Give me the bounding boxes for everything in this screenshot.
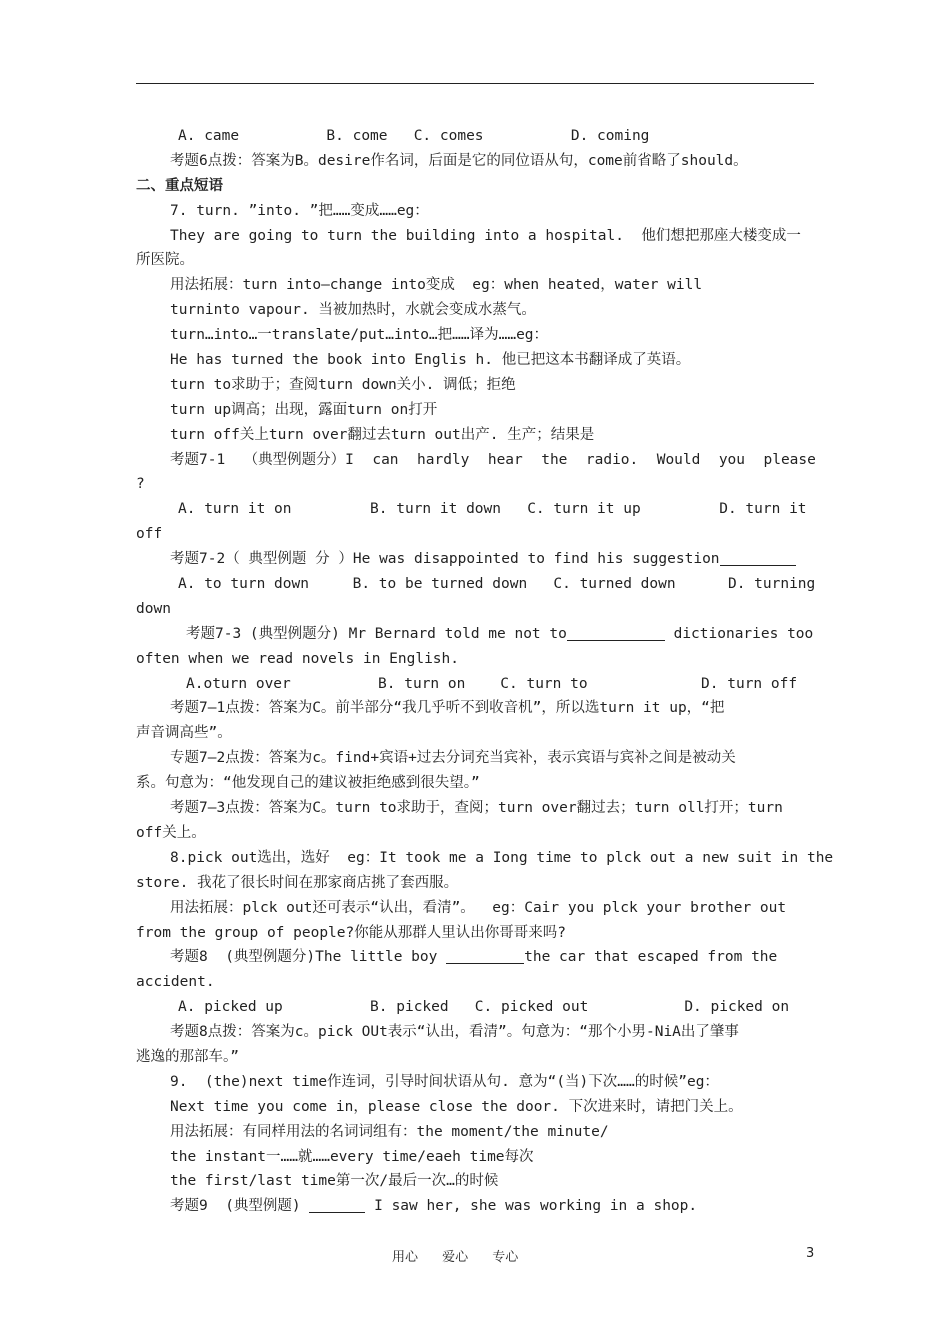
text-line — [136, 398, 816, 423]
text-line — [136, 871, 816, 896]
text-line — [136, 696, 816, 721]
header-rule — [136, 83, 814, 84]
word: radio. — [585, 451, 639, 468]
line-text-after-blank: dictionaries too — [664, 625, 814, 642]
text-line — [136, 248, 816, 273]
line-text: turn…into…一translate/put…into…把……译为……eg： — [170, 327, 549, 344]
word: you — [718, 451, 746, 468]
text-line — [136, 921, 816, 946]
line-text: 考题7-3 (典型例题分) Mr Bernard told me not to — [186, 625, 567, 642]
text-line — [136, 298, 816, 323]
word: （典型例题分）I — [243, 451, 354, 468]
answer-blank[interactable] — [567, 624, 665, 641]
line-text: 考题7—1点拨：答案为C。前半部分“我几乎听不到收音机”，所以选turn it up，“把 — [170, 700, 725, 717]
line-text: down — [136, 600, 171, 617]
line-text-after-blank: the car that escaped from the — [524, 949, 778, 966]
text-line — [136, 1145, 816, 1170]
line-text: 考题7-2（ 典型例题 分 ）He was disappointed to find his suggestion — [170, 551, 720, 568]
text-line — [136, 896, 816, 921]
line-text: 考题8点拨：答案为c。pick OUt表示“认出，看清”。句意为：“那个小男-NiA出了肇事 — [170, 1024, 739, 1041]
text-line — [136, 348, 816, 373]
page-number: 3 — [806, 1246, 815, 1261]
line-text: 逃逸的那部车。” — [136, 1048, 239, 1065]
word: 考题7-1 — [170, 451, 226, 468]
line-text: often when we read novels in English. — [136, 650, 460, 667]
text-line — [136, 1020, 816, 1045]
text-line — [136, 1194, 816, 1219]
line-text: 7. turn. ”into. ”把……变成……eg： — [170, 202, 429, 219]
text-line — [136, 199, 816, 224]
word: the — [541, 451, 568, 468]
word: Would — [656, 451, 701, 468]
line-text: Next time you come in，please close the door. 下次进来时，请把门关上。 — [170, 1098, 743, 1115]
text-line — [136, 796, 816, 821]
text-line — [136, 746, 816, 771]
section-heading — [136, 174, 816, 199]
line-text: the first/last time第一次/最后一次…的时候 — [170, 1173, 499, 1190]
text-line — [136, 1045, 816, 1070]
line-text: 用法拓展：有同样用法的名词词组有：the moment/the minute/ — [170, 1123, 609, 1140]
text-line — [136, 970, 816, 995]
line-text: A. to turn down B. to be turned down C. turned down D. turning — [178, 576, 816, 593]
page-body — [136, 124, 834, 1219]
footer-motto: 用心 爱心 专心 — [392, 1250, 519, 1265]
word: can — [372, 451, 399, 468]
line-text: A.oturn over B. turn on C. turn to D. turn off — [186, 675, 798, 692]
line-text: 考题6点拨：答案为B。desire作名词，后面是它的同位语从句，come前省略了should。 — [170, 152, 748, 169]
text-line — [136, 622, 816, 647]
text-line — [136, 149, 816, 174]
line-text: 系。句意为：“他发现自己的建议被拒绝感到很失望。” — [136, 775, 480, 792]
line-text: from the group of people?你能从那群人里认出你哥哥来吗? — [136, 924, 566, 941]
line-text: turn to求助于；查阅turn down关小. 调低；拒绝 — [170, 376, 516, 393]
line-text: They are going to turn the building into a hospital. 他们想把那座大楼变成一 — [170, 227, 801, 244]
text-line — [136, 995, 816, 1020]
text-line — [136, 821, 816, 846]
line-text: 用法拓展：turn into—change into变成 eg：when heated，water will — [170, 277, 703, 294]
text-line — [136, 1169, 816, 1194]
text-line — [136, 771, 816, 796]
line-text: turn off关上turn over翻过去turn out出产. 生产；结果是 — [170, 426, 595, 443]
answer-blank[interactable] — [720, 549, 796, 566]
line-text: A. came B. come C. comes D. coming — [178, 128, 650, 144]
text-line — [136, 672, 816, 697]
line-text: accident. — [136, 974, 215, 991]
line-text: He has turned the book into Englis h. 他已把这本书翻译成了英语。 — [170, 352, 691, 369]
text-line — [136, 448, 816, 473]
word: hear — [487, 451, 523, 468]
text-line — [136, 647, 816, 672]
answer-blank[interactable] — [309, 1196, 365, 1213]
text-line — [136, 572, 816, 597]
word: please — [763, 451, 816, 468]
text-line — [136, 1070, 816, 1095]
text-line — [136, 224, 816, 249]
line-text: off关上。 — [136, 824, 206, 841]
line-text: 所医院。 — [136, 252, 194, 269]
text-line — [136, 945, 816, 970]
line-text: off — [136, 526, 163, 543]
answer-blank[interactable] — [446, 947, 524, 964]
line-text: turninto vapour. 当被加热时，水就会变成水蒸气。 — [170, 302, 536, 319]
text-line — [136, 373, 816, 398]
text-line — [136, 124, 816, 149]
line-text: turn up调高；出现，露面turn on打开 — [170, 401, 438, 418]
text-line — [136, 423, 816, 448]
line-text: 二、重点短语 — [136, 177, 223, 194]
text-line — [136, 846, 834, 871]
text-line — [136, 497, 816, 522]
text-line — [136, 472, 816, 497]
line-text: A. picked up B. picked C. picked out D. picked on — [178, 999, 790, 1016]
line-text: 考题7—3点拨：答案为C。turn to求助于，查阅；turn over翻过去；turn oll打开；turn — [170, 800, 783, 817]
line-text: the instant一……就……every time/eaeh time每次 — [170, 1148, 534, 1165]
line-text-after-blank: I saw her, she was working in a shop. — [365, 1198, 698, 1215]
line-text: 声音调高些”。 — [136, 725, 232, 742]
line-text: store. 我花了很长时间在那家商店挑了套西服。 — [136, 874, 459, 891]
text-line — [136, 273, 816, 298]
text-line — [136, 323, 816, 348]
text-line — [136, 547, 816, 572]
line-text: 8.pick out选出，选好 eg：It took me a Iong time to plck out a new suit in the — [170, 849, 834, 866]
line-text: 专题7—2点拨：答案为c。find+宾语+过去分词充当宾补，表示宾语与宾补之间是被动关 — [170, 750, 736, 767]
line-text: 9. (the)next time作连词，引导时间状语从句. 意为“(当)下次……的时候”eg： — [170, 1073, 719, 1090]
line-text: 用法拓展：plck out还可表示“认出，看清”。 eg：Cair you plck your brother out — [170, 899, 787, 916]
text-line — [136, 597, 816, 622]
line-text: 考题8 (典型例题分)The little boy — [170, 949, 447, 966]
line-text: ? — [136, 476, 145, 493]
text-line — [136, 1095, 816, 1120]
line-text: A. turn it on B. turn it down C. turn it up D. turn it — [178, 501, 807, 518]
line-text: 考题9 (典型例题) — [170, 1198, 310, 1215]
text-line — [136, 522, 816, 547]
text-line — [136, 1120, 816, 1145]
word: hardly — [417, 451, 470, 468]
text-line — [136, 721, 816, 746]
